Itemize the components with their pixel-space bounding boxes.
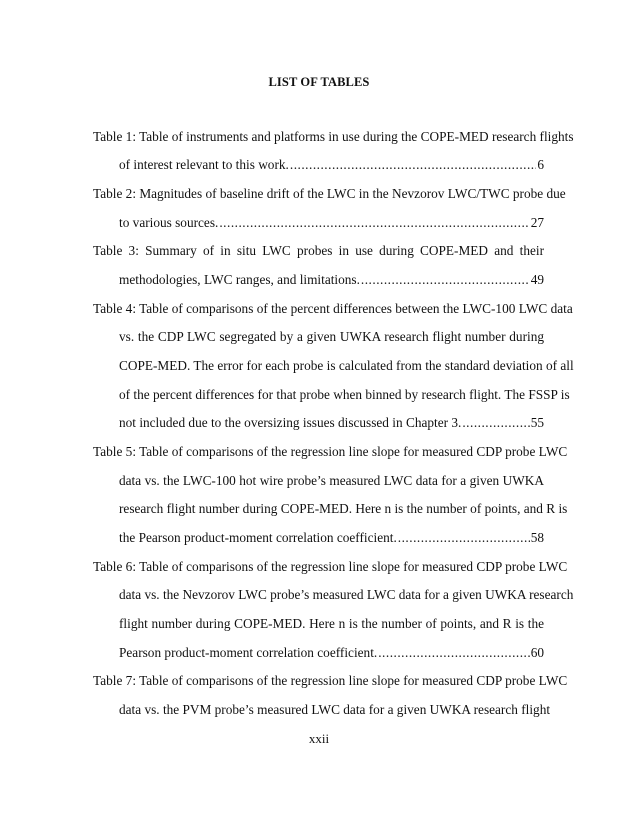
page-ref: 55 (530, 415, 544, 430)
table-6-entry-line-3: flight number during COPE-MED. Here n is the number of points, and R is the (119, 616, 544, 631)
page-ref: 58 (530, 530, 544, 545)
table-6-entry-line-2: data vs. the Nevzorov LWC probe’s measured LWC data for a given UWKA research (119, 587, 574, 602)
table-4-entry-last-line (119, 415, 544, 431)
table-2-entry-last-line (119, 215, 544, 231)
table-7-entry-line-1: Table 7: Table of comparisons of the regression line slope for measured CDP probe LWC (93, 673, 568, 688)
table-1-entry-line-1: Table 1: Table of instruments and platforms in use during the COPE-MED research flights (93, 129, 574, 144)
table-6-entry-line-1: Table 6: Table of comparisons of the regression line slope for measured CDP probe LWC (93, 559, 568, 574)
dot-leader (290, 157, 536, 173)
entry-text: to various sources. (119, 215, 219, 230)
table-6-entry-last-line (119, 645, 544, 661)
table-7-entry-line-2: data vs. the PVM probe’s measured LWC data for a given UWKA research flight (119, 702, 551, 717)
table-5-entry-last-line (119, 530, 544, 546)
table-4-entry-line-4: of the percent differences for that probe when binned by research flight. The FSSP is (119, 387, 570, 402)
entry-text: not included due to the oversizing issues discussed in Chapter 3. (119, 415, 462, 430)
table-2-entry-line-1: Table 2: Magnitudes of baseline drift of the LWC in the Nevzorov LWC/TWC probe due (93, 186, 566, 201)
table-4-entry-line-1: Table 4: Table of comparisons of the percent differences between the LWC-100 LWC data (93, 301, 573, 316)
table-3-entry-line-1: Table 3: Summary of in situ LWC probes in use during COPE-MED and their (93, 243, 544, 258)
dot-leader (378, 645, 529, 661)
table-4-entry-line-3: COPE-MED. The error for each probe is calculated from the standard deviation of all (119, 358, 574, 373)
page-ref: 6 (537, 157, 544, 172)
table-1-entry-last-line (119, 157, 544, 173)
page-number: xxii (308, 731, 330, 746)
page-ref: 49 (530, 272, 544, 287)
table-4-entry-line-2: vs. the CDP LWC segregated by a given UWKA research flight number during (119, 329, 544, 344)
table-5-entry-line-3: research flight number during COPE-MED. Here n is the number of points, and R is (119, 501, 568, 516)
page-title: LIST OF TABLES (268, 75, 370, 89)
page-ref: 60 (530, 645, 544, 660)
dot-leader (462, 415, 529, 431)
entry-text: Pearson product-moment correlation coefficient. (119, 645, 378, 660)
entry-text: the Pearson product-moment correlation coefficient. (119, 530, 397, 545)
dot-leader (219, 215, 529, 231)
entry-text: methodologies, LWC ranges, and limitations. (119, 272, 360, 287)
page-ref: 27 (530, 215, 544, 230)
table-3-entry-last-line (119, 272, 544, 288)
entry-text: of interest relevant to this work. (119, 157, 289, 172)
dot-leader (361, 272, 530, 288)
table-5-entry-line-1: Table 5: Table of comparisons of the regression line slope for measured CDP probe LWC (93, 444, 568, 459)
table-5-entry-line-2: data vs. the LWC-100 hot wire probe’s measured LWC data for a given UWKA (119, 473, 544, 488)
dot-leader (398, 530, 530, 546)
